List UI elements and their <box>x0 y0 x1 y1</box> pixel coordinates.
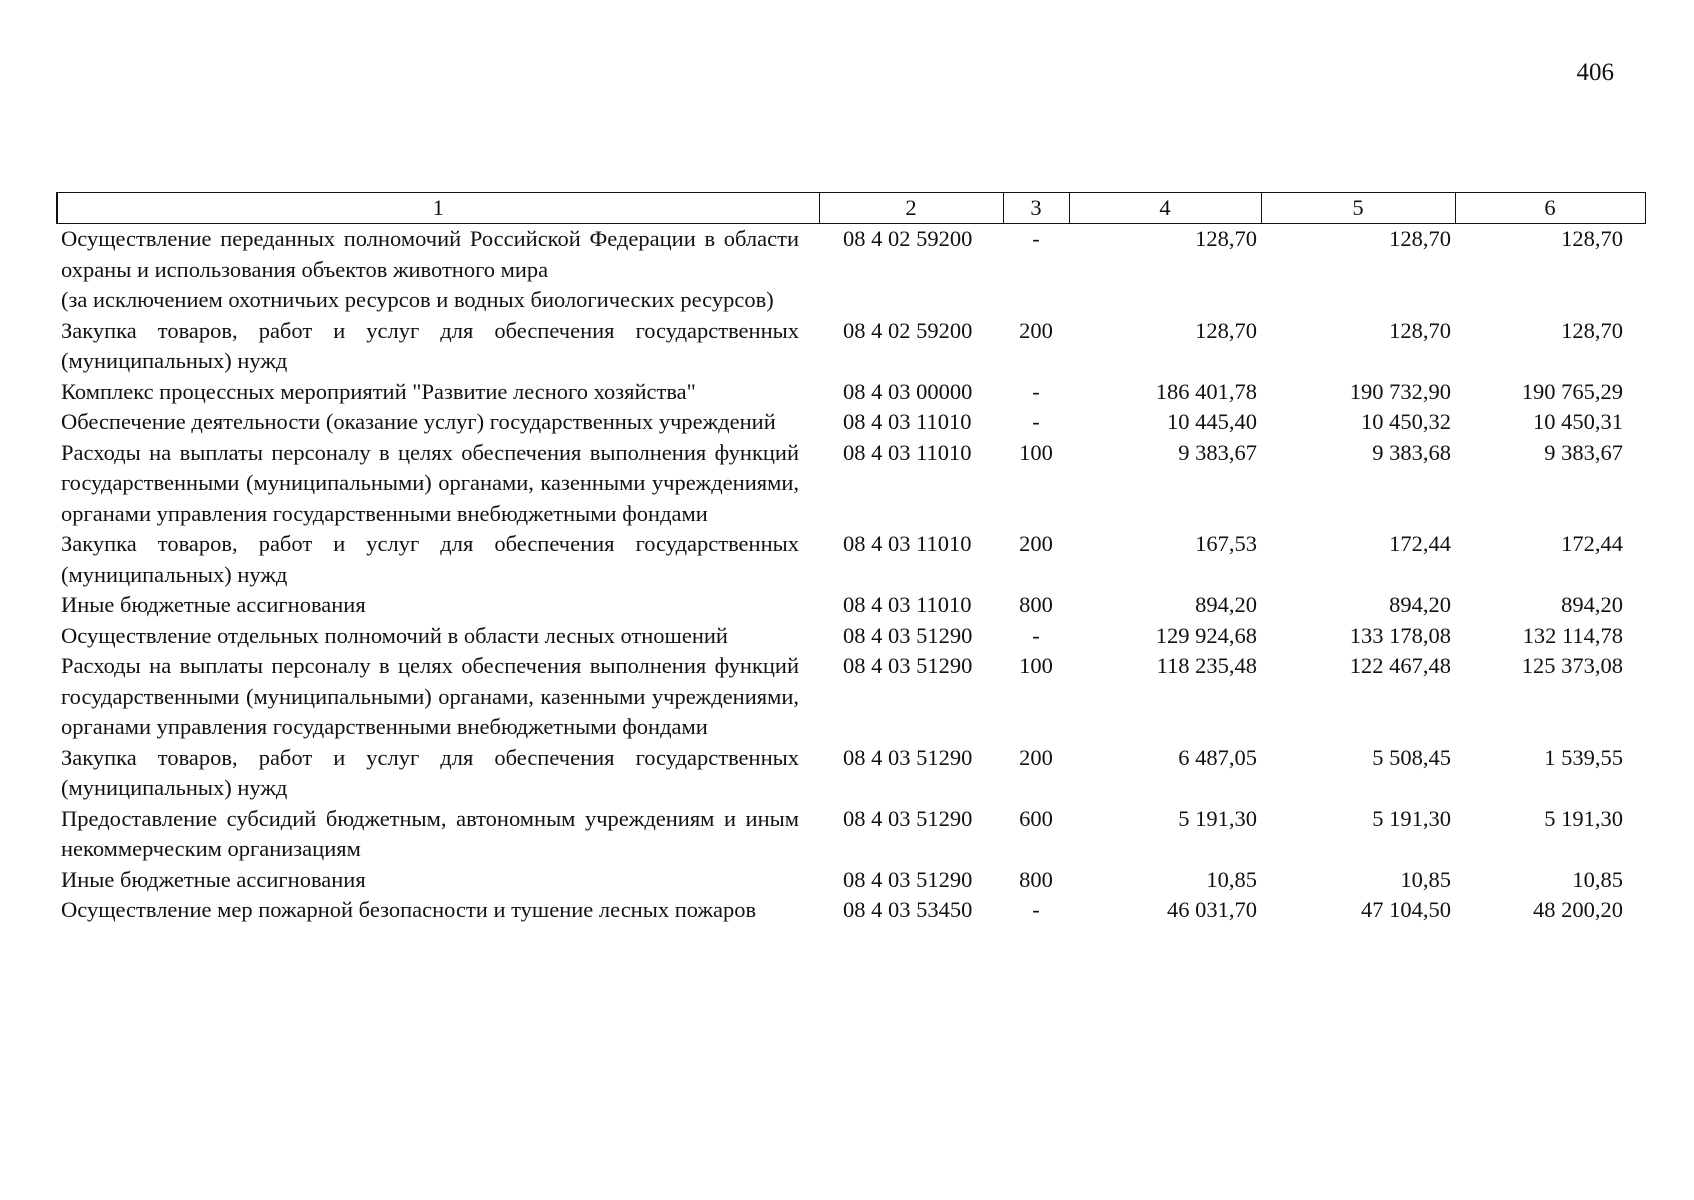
row-code: 08 4 03 51290 <box>843 653 973 678</box>
row-value-5: 128,70 <box>1389 226 1451 251</box>
row-value-6: 1 539,55 <box>1544 744 1623 770</box>
row-code: 08 4 03 11010 <box>843 592 972 617</box>
row-value-6: 5 191,30 <box>1544 805 1623 831</box>
row-kind: - <box>1032 378 1040 404</box>
row-code: 08 4 03 11010 <box>843 531 972 556</box>
column-header-1: 1 <box>57 193 819 224</box>
column-header-6: 6 <box>1455 193 1645 224</box>
row-value-4: 5 191,30 <box>1178 805 1257 831</box>
row-value-6: 190 765,29 <box>1521 378 1623 404</box>
column-header-2: 2 <box>819 193 1003 224</box>
row-kind: - <box>1032 897 1040 922</box>
row-name: Закупка товаров, работ и услуг для обеспечения государственных (муниципальных) нужд <box>61 744 799 800</box>
row-value-5: 9 383,68 <box>1372 439 1451 465</box>
row-value-4: 10,85 <box>1206 866 1257 892</box>
table-row <box>57 743 1645 804</box>
table-body <box>57 224 1645 926</box>
row-code: 08 4 03 51290 <box>843 866 973 892</box>
row-value-5: 128,70 <box>1389 317 1451 343</box>
row-value-6: 10 450,31 <box>1533 409 1623 434</box>
table-row <box>57 224 1645 316</box>
column-header-4: 4 <box>1069 193 1261 224</box>
row-value-5: 5 191,30 <box>1372 805 1451 831</box>
table-row <box>57 407 1645 438</box>
row-value-5: 10,85 <box>1400 866 1451 892</box>
row-value-5: 47 104,50 <box>1361 897 1451 922</box>
row-kind: - <box>1032 226 1040 251</box>
row-kind: 200 <box>1019 744 1053 770</box>
row-name-cell <box>57 224 819 316</box>
row-value-4: 9 383,67 <box>1178 439 1257 465</box>
row-value-4: 128,70 <box>1195 226 1257 251</box>
budget-table <box>56 192 1646 926</box>
row-value-5: 172,44 <box>1389 531 1451 556</box>
row-name: Расходы на выплаты персоналу в целях обеспечения выполнения функций государственными (муниципальными) органами, казенными учреждениями, органами управления государственными внебюджетными фондами <box>61 653 799 739</box>
row-value-4: 46 031,70 <box>1167 897 1257 922</box>
row-name: Осуществление переданных полномочий Российской Федерации в области охраны и использования объектов животного мира <box>61 226 799 282</box>
table-row <box>57 895 1645 926</box>
row-kind: 600 <box>1019 805 1053 831</box>
header-row <box>57 193 1645 224</box>
column-header-5: 5 <box>1261 193 1455 224</box>
row-value-4: 894,20 <box>1195 592 1257 617</box>
row-name: Закупка товаров, работ и услуг для обеспечения государственных (муниципальных) нужд <box>61 531 799 587</box>
row-kind: 100 <box>1019 653 1053 678</box>
row-value-6: 10,85 <box>1572 866 1623 892</box>
row-code: 08 4 03 51290 <box>843 622 973 648</box>
row-code: 08 4 02 59200 <box>843 317 973 343</box>
row-name: Комплекс процессных мероприятий "Развитие лесного хозяйства" <box>61 378 696 404</box>
row-code: 08 4 03 53450 <box>843 897 973 922</box>
row-value-4: 118 235,48 <box>1156 653 1257 678</box>
row-kind: 800 <box>1019 866 1053 892</box>
table-row <box>57 804 1645 865</box>
table-row <box>57 529 1645 590</box>
table-row <box>57 651 1645 743</box>
row-value-6: 894,20 <box>1561 592 1623 617</box>
row-value-6: 128,70 <box>1561 317 1623 343</box>
row-kind: 100 <box>1019 439 1053 465</box>
row-value-5: 133 178,08 <box>1349 622 1451 648</box>
table-row <box>57 377 1645 408</box>
row-value-4: 167,53 <box>1195 531 1257 556</box>
table-row <box>57 590 1645 621</box>
row-name: Иные бюджетные ассигнования <box>61 866 366 892</box>
row-value-6: 128,70 <box>1561 226 1623 251</box>
table-header <box>57 193 1645 224</box>
row-code: 08 4 03 11010 <box>843 409 972 434</box>
row-value-6: 9 383,67 <box>1544 439 1623 465</box>
row-name: Расходы на выплаты персоналу в целях обеспечения выполнения функций государственными (муниципальными) органами, казенными учреждениями, органами управления государственными внебюджетными фондами <box>61 439 799 526</box>
row-value-6: 48 200,20 <box>1533 897 1623 922</box>
table-row <box>57 621 1645 652</box>
row-value-5: 10 450,32 <box>1361 409 1451 434</box>
row-name: Осуществление мер пожарной безопасности и тушение лесных пожаров <box>61 897 757 922</box>
table-row <box>57 316 1645 377</box>
row-value-4: 6 487,05 <box>1178 744 1257 770</box>
row-value-4: 10 445,40 <box>1167 409 1257 434</box>
row-value-4: 128,70 <box>1195 317 1257 343</box>
row-value-6: 172,44 <box>1561 531 1623 556</box>
row-value-5: 5 508,45 <box>1372 744 1451 770</box>
row-code: 08 4 03 51290 <box>843 805 973 831</box>
row-value-5: 190 732,90 <box>1349 378 1451 404</box>
row-name: Закупка товаров, работ и услуг для обеспечения государственных (муниципальных) нужд <box>61 317 799 373</box>
row-value-6: 125 373,08 <box>1521 653 1623 678</box>
table-row <box>57 865 1645 896</box>
row-name: Иные бюджетные ассигнования <box>61 592 366 617</box>
row-kind: 200 <box>1019 531 1053 556</box>
page-number: 406 <box>1576 59 1614 86</box>
row-value-4: 186 401,78 <box>1155 378 1257 404</box>
column-header-3: 3 <box>1003 193 1069 224</box>
row-name: Предоставление субсидий бюджетным, автономным учреждениям и иным некоммерческим организациям <box>61 805 799 861</box>
row-kind: - <box>1032 409 1040 434</box>
row-code: 08 4 03 11010 <box>843 439 972 465</box>
row-name: Осуществление отдельных полномочий в области лесных отношений <box>61 622 728 648</box>
row-kind: 200 <box>1019 317 1053 343</box>
row-value-5: 122 467,48 <box>1349 653 1451 678</box>
row-name: Обеспечение деятельности (оказание услуг) государственных учреждений <box>61 409 776 434</box>
row-value-6: 132 114,78 <box>1522 622 1623 648</box>
row-value-4: 129 924,68 <box>1155 622 1257 648</box>
row-value-5: 894,20 <box>1389 592 1451 617</box>
row-name-extra: (за исключением охотничьих ресурсов и водных биологических ресурсов) <box>61 287 774 312</box>
row-code: 08 4 03 51290 <box>843 744 973 770</box>
row-code: 08 4 02 59200 <box>843 226 973 251</box>
row-code: 08 4 03 00000 <box>843 378 973 404</box>
table-row <box>57 438 1645 530</box>
row-kind: 800 <box>1019 592 1053 617</box>
row-kind: - <box>1032 622 1040 648</box>
